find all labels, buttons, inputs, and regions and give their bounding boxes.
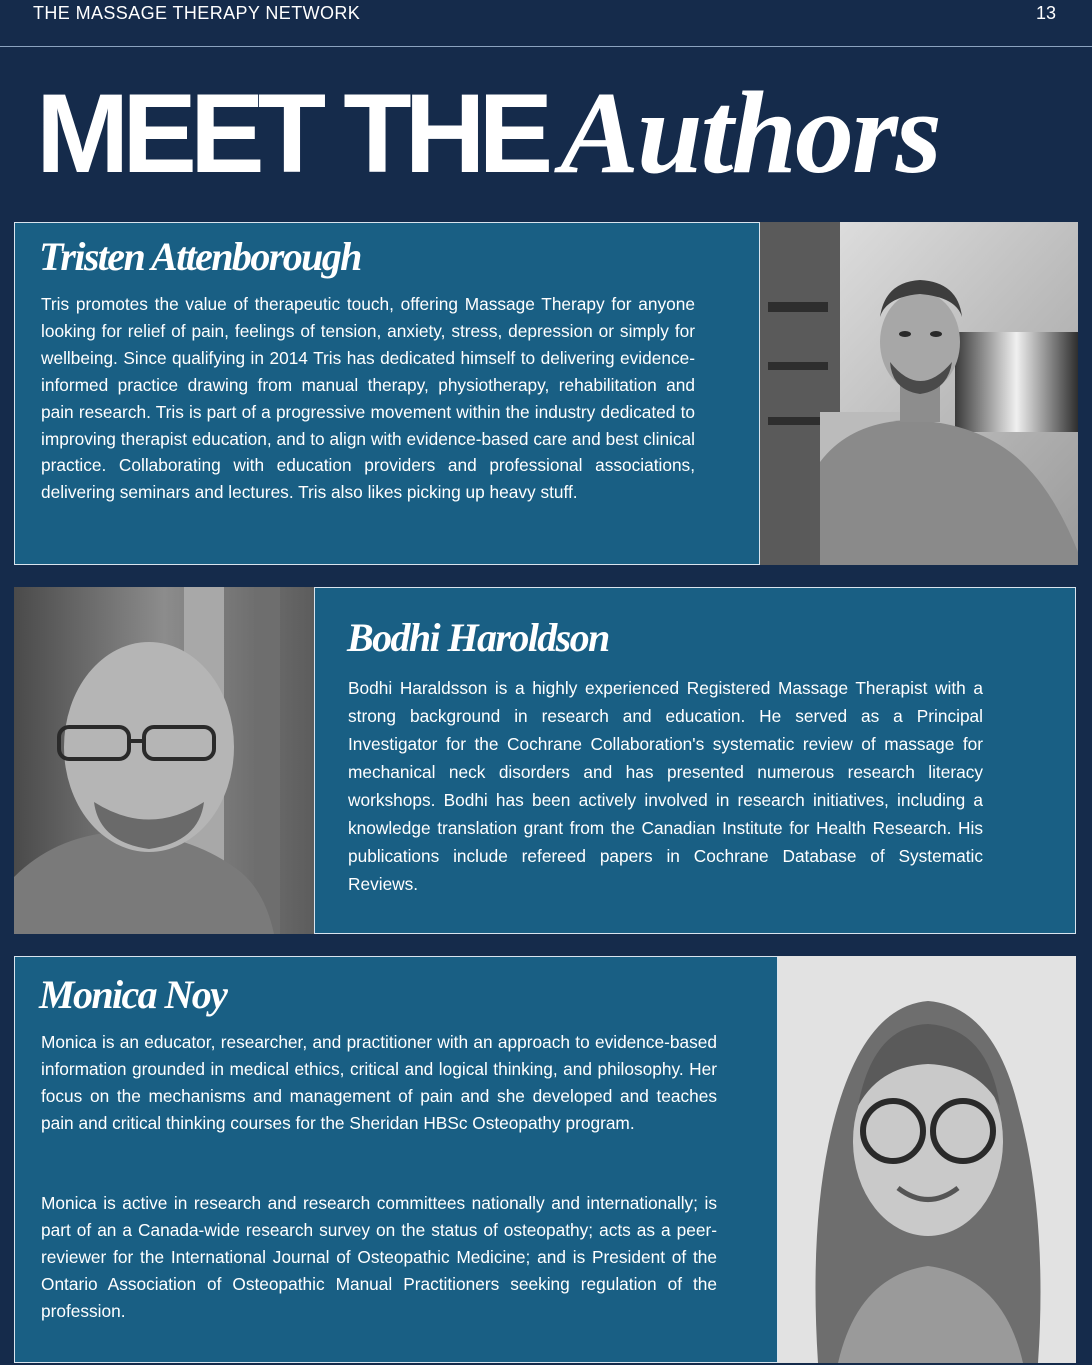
author-name: Tristen Attenborough	[39, 234, 361, 279]
title-script-part: Authors	[560, 67, 940, 198]
page-header	[0, 0, 1092, 47]
author-name: Monica Noy	[39, 972, 227, 1017]
publication-name: THE MASSAGE THERAPY NETWORK	[33, 3, 361, 23]
author-bio: Tris promotes the value of therapeutic touch, offering Massage Therapy for anyone looking for relief of pain, feelings of tension, anxiety, stress, depression or simply for wellbeing. Since qualifying in 2014 Tris has dedicated himself to delivering evidence-informed practice drawing from manual therapy, physiotherapy, rehabilitation and pain research. Tris is part of a progressive movement within the industry dedicated to improving therapist education, and to align with evidence-based care and best clinical practice. Collaborating with education providers and professional associations, delivering seminars and lectures. Tris also likes picking up heavy stuff.	[41, 294, 695, 503]
author-card-bodhi	[314, 587, 1076, 934]
page-number: 13	[1035, 3, 1056, 23]
portrait-photo-icon	[760, 222, 1078, 565]
author-photo-monica	[778, 956, 1076, 1363]
author-bio: Bodhi Haraldsson is a highly experienced Registered Massage Therapist with a strong background in research and education. He served as a Principal Investigator for the Cochrane Collaboration's systematic review of massage for mechanical neck disorders and has presented numerous research literacy workshops. Bodhi has been actively involved in research initiatives, including a knowledge translation grant from the Canadian Institute for Health Research. His publications include refereed papers in Cochrane Database of Systematic Reviews.	[348, 678, 983, 894]
portrait-photo-icon	[778, 956, 1076, 1363]
author-photo-bodhi	[14, 587, 314, 934]
author-bio-paragraph-1: Monica is an educator, researcher, and practitioner with an approach to evidence-based information grounded in medical ethics, critical and logical thinking, and philosophy. Her focus on the mechanisms and management of pain and she developed and teaches pain and critical thinking courses for the Sheridan HBSc Osteopathy program.	[41, 1032, 717, 1133]
author-card-monica	[14, 956, 778, 1363]
author-name: Bodhi Haroldson	[347, 615, 609, 660]
title-bold-part: MEET THE	[36, 71, 547, 196]
author-bio-paragraph-2: Monica is active in research and research committees nationally and internationally; is part of an a Canada-wide research survey on the status of osteopathy; acts as a peer-reviewer for the International Journal of Osteopathic Medicine; and is President of the Ontario Association of Osteopathic Manual Practitioners seeking regulation of the profession.	[41, 1193, 717, 1321]
page-title	[36, 68, 940, 198]
portrait-photo-icon	[14, 587, 314, 934]
author-photo-tristen	[760, 222, 1078, 565]
author-card-tristen	[14, 222, 760, 565]
